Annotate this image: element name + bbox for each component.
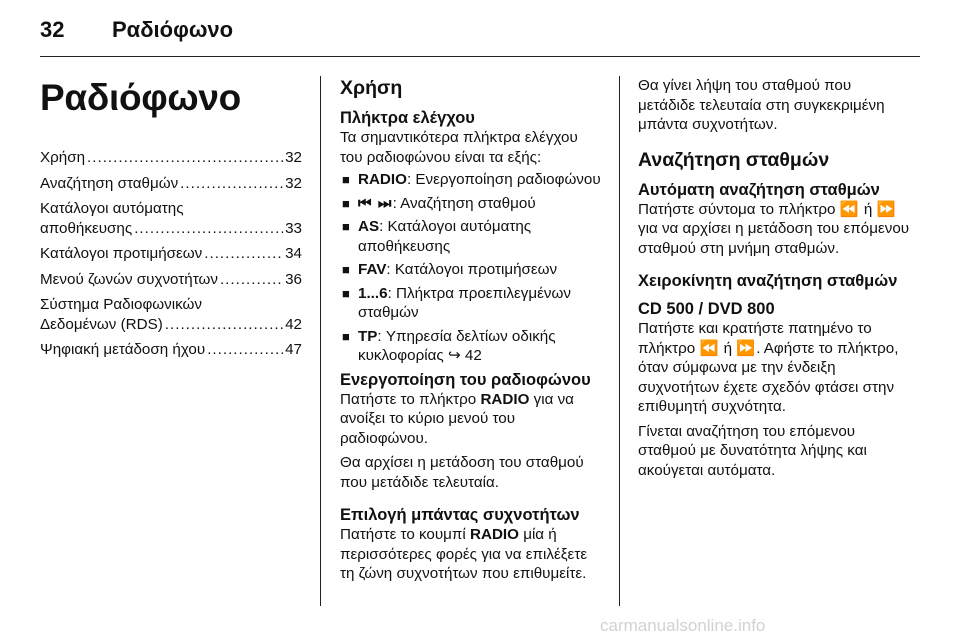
toc-entry-label: Κατάλογοι αυτόματης — [40, 200, 184, 217]
toc-entry-page: 32 — [285, 149, 302, 166]
column-divider-2 — [619, 76, 620, 606]
column-divider-1 — [320, 76, 321, 606]
bullet-icon: ■ — [342, 195, 350, 211]
key-description: : Ενεργοποίηση ραδιοφώνου — [406, 171, 601, 188]
key-label: RADIO — [358, 171, 407, 188]
toc-entry-label: Κατάλογοι προτιμήσεων — [40, 245, 203, 262]
toc-leader — [87, 148, 283, 168]
toc-entry[interactable] — [40, 199, 302, 238]
key-label: FAV — [358, 261, 387, 278]
subheading-manual-search: Χειροκίνητη αναζήτηση σταθμών — [638, 272, 898, 290]
list-item — [340, 170, 602, 190]
key-description: : Υπηρεσία δελτίων οδικής κυκλοφορίας — [358, 327, 556, 364]
toc-entry[interactable] — [40, 340, 302, 360]
toc-leader — [180, 174, 283, 194]
seek-buttons-icon: ⏮ ⏭ — [358, 194, 393, 212]
toc-entry[interactable] — [40, 244, 302, 264]
bullet-icon: ■ — [342, 172, 350, 187]
key-label: 1...6 — [358, 284, 388, 302]
toc-entry-page: 47 — [285, 341, 302, 358]
key-description: : Κατάλογοι προτιμήσεων — [386, 261, 558, 278]
usage-column — [340, 76, 602, 584]
toc-leader — [204, 244, 283, 264]
toc-entry[interactable] — [40, 270, 302, 290]
toc-leader — [165, 315, 283, 335]
bullet-icon: ■ — [342, 219, 350, 234]
controls-intro: Τα σημαντικότερα πλήκτρα ελέγχου του ραδιοφώνου είναι τα εξής: — [340, 129, 578, 166]
toc-entry-page: 32 — [285, 174, 302, 192]
toc-leader — [134, 219, 283, 239]
subheading-activate: Ενεργοποίηση του ραδιοφώνου — [340, 370, 591, 389]
bullet-icon: ■ — [342, 285, 350, 301]
toc-entry-label: Μενού ζωνών συχνοτήτων — [40, 270, 218, 288]
seek-forward-icon: ⏩ — [876, 200, 897, 218]
paragraph: Πατήστε το πλήκτρο RADIO για να ανοίξει το κύριο μενού του ραδιοφώνου. — [340, 390, 574, 447]
section-heading-search: Αναζήτηση σταθμών — [638, 148, 830, 171]
key-description: : Κατάλογοι αυτόματης αποθήκευσης — [358, 218, 532, 255]
running-title: Ραδιόφωνο — [112, 17, 234, 42]
paragraph: Πατήστε και κρατήστε πατημένο το πλήκτρο ⏪ ή ⏩. Αφήστε το πλήκτρο, όταν σύμφωνα με την ένδειξη συχνοτήτων έχετε σχεδόν φτάσει στην επιθυμητή συχνότητα. — [638, 320, 899, 415]
header-divider — [40, 56, 920, 57]
seek-back-icon: ⏪ — [839, 200, 860, 218]
chapter-title: Ραδιόφωνο — [40, 77, 241, 118]
paragraph: Πατήστε σύντομα το πλήκτρο ⏪ ή ⏩ για να αρχίσει η μετάδοση του επόμενου σταθμού στη μνήμη σταθμών. — [638, 200, 910, 257]
toc-entry-label-cont: Δεδομένων (RDS) — [40, 315, 163, 333]
search-column — [638, 76, 910, 485]
subheading-controls: Πλήκτρα ελέγχου — [340, 109, 475, 127]
toc-entry-label: Αναζήτηση σταθμών — [40, 174, 179, 192]
paragraph: Θα αρχίσει η μετάδοση του σταθμού που μετάδιδε τελευταία. — [340, 454, 584, 491]
toc-entry-page: 34 — [285, 245, 302, 262]
toc-entry[interactable] — [40, 174, 302, 194]
bullet-icon: ■ — [342, 262, 350, 277]
paragraph: Πατήστε το κουμπί RADIO μία ή περισσότερες φορές για να επιλέξετε τη ζώνη συχνοτήτων που επιθυμείτε. — [340, 526, 588, 582]
toc-entry-label: Ψηφιακή μετάδοση ήχου — [40, 341, 206, 358]
toc-leader — [220, 270, 283, 290]
toc-entry[interactable] — [40, 148, 302, 168]
subheading-auto-search: Αυτόματη αναζήτηση σταθμών — [638, 180, 880, 199]
toc-entry-label-cont: αποθήκευσης — [40, 219, 133, 237]
toc-entry-page: 33 — [285, 219, 302, 237]
toc-entry[interactable] — [40, 295, 302, 334]
list-item — [340, 194, 602, 214]
key-label: RADIO — [480, 390, 530, 408]
watermark: carmanualsonline.info — [600, 616, 766, 635]
toc-entry-page: 36 — [285, 270, 302, 288]
toc-leader — [207, 340, 283, 360]
toc-entry-page: 42 — [285, 315, 302, 333]
seek-forward-icon: ⏩ — [736, 339, 757, 357]
page-reference-link[interactable]: ↪ 42 — [447, 347, 482, 364]
section-heading-usage: Χρήση — [340, 77, 403, 99]
seek-back-icon: ⏪ — [699, 339, 720, 357]
page-number: 32 — [40, 17, 65, 42]
toc-entry-label: Σύστημα Ραδιοφωνικών — [40, 296, 202, 313]
toc-column — [40, 76, 302, 366]
list-item — [340, 327, 602, 366]
controls-list — [340, 170, 602, 366]
key-description: : Αναζήτηση σταθμού — [392, 194, 536, 212]
key-label: RADIO — [470, 526, 519, 543]
list-item — [340, 217, 602, 256]
subheading-band: Επιλογή μπάντας συχνοτήτων — [340, 506, 580, 524]
subheading-model: CD 500 / DVD 800 — [638, 300, 775, 318]
key-label: TP — [358, 327, 378, 345]
paragraph: Γίνεται αναζήτηση του επόμενου σταθμού με δυνατότητα λήψης και ακούγεται αυτόματα. — [638, 422, 867, 479]
list-item — [340, 284, 602, 323]
key-label: AS — [358, 218, 380, 235]
bullet-icon: ■ — [342, 328, 350, 344]
toc-entry-label: Χρήση — [40, 149, 86, 166]
key-description: : Πλήκτρα προεπιλεγμένων σταθμών — [358, 284, 571, 321]
paragraph: Θα γίνει λήψη του σταθμού που μετάδιδε τελευταία στη συγκεκριμένη μπάντα συχνοτήτων. — [638, 77, 885, 133]
list-item — [340, 260, 602, 280]
